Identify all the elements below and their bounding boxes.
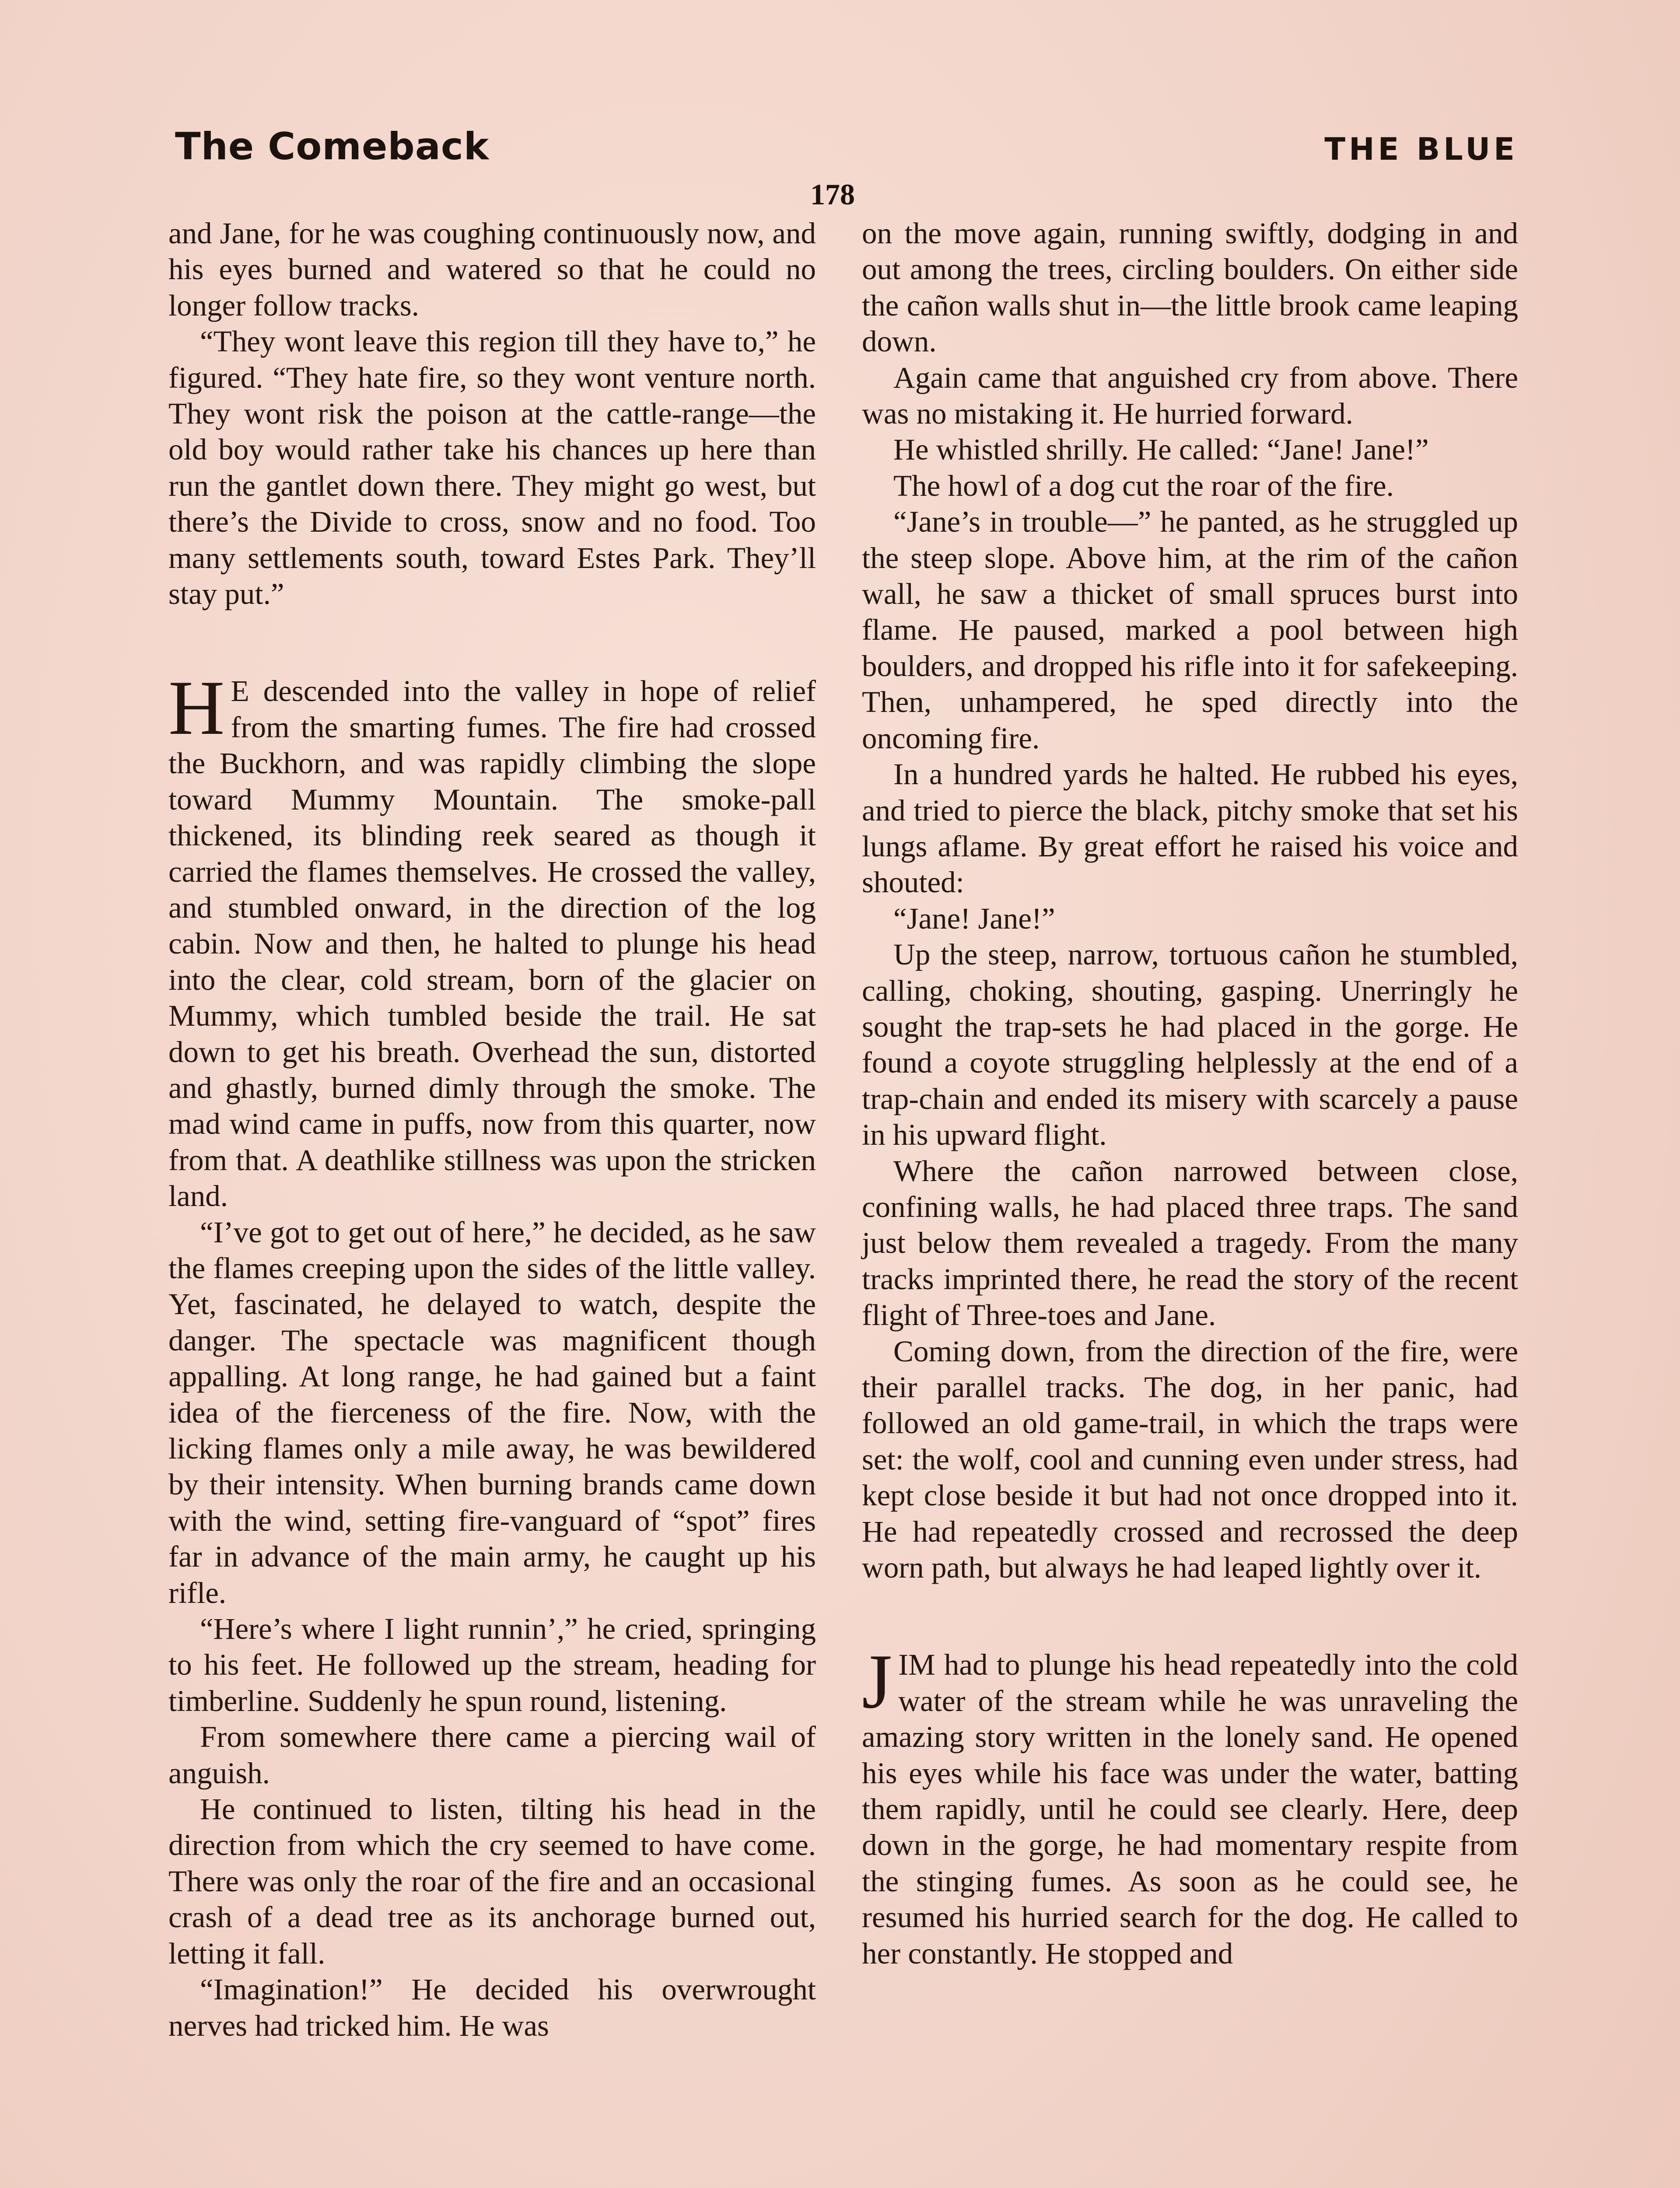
paragraph <box>168 664 816 1214</box>
paragraph <box>168 1791 816 1971</box>
paragraph <box>168 1214 816 1611</box>
paragraph <box>168 1971 816 2044</box>
paragraph-text: Up the steep, narrow, tortuous cañon he stumbled, calling, choking, shouting, gasping. Unerringly he sought the trap-sets he had placed in the gorge. He found a coyote struggling helplessly at the end of a trap-chain and ended its misery with scarcely a pause in his upward flight. <box>862 938 1518 1152</box>
paragraph-text: In a hundred yards he halted. He rubbed his eyes, and tried to pierce the black, pitchy smoke that set his lungs aflame. By great effort he raised his voice and shouted: <box>862 757 1518 899</box>
paragraph <box>862 756 1518 901</box>
paragraph <box>862 936 1518 1153</box>
paragraph <box>168 323 816 612</box>
paragraph <box>168 1611 816 1719</box>
paragraph <box>168 215 816 323</box>
paragraph <box>862 504 1518 756</box>
paragraph <box>862 215 1518 360</box>
paragraph-text: He continued to listen, tilting his head in the direction from which the cry seemed to have come. There was only the roar of the fire and an occasional crash of a dead tree as its anchorage burned out, letting it fall. <box>168 1792 816 1970</box>
paragraph <box>862 901 1518 936</box>
paragraph-text: “Jane! Jane!” <box>893 901 1055 935</box>
paragraph <box>862 1153 1518 1333</box>
paragraph-text: “Imagination!” He decided his overwrought nerves had tricked him. He was <box>168 1973 816 2042</box>
right-text-column <box>862 215 1518 1971</box>
paragraph <box>862 360 1518 432</box>
paragraph-text: Where the cañon narrowed between close, confining walls, he had placed three traps. The sand just below them revealed a tragedy. From the many tracks imprinted there, he read the story of the recent flight of Three-toes and Jane. <box>862 1154 1518 1332</box>
paragraph <box>168 1719 816 1791</box>
paragraph-text: From somewhere there came a piercing wail of anguish. <box>168 1720 816 1790</box>
paragraph-text: “Jane’s in trouble—” he panted, as he struggled up the steep slope. Above him, at the rim of the cañon wall, he saw a thicket of small spruces burst into flame. He paused, marked a pool between high boulders, and dropped his rifle into it for safekeeping. Then, unhampered, he sped directly into the oncoming fire. <box>862 505 1518 755</box>
paragraph-text: The howl of a dog cut the roar of the fire. <box>893 469 1394 502</box>
paragraph-text: on the move again, running swiftly, dodging in and out among the trees, circling boulders. On either side the cañon walls shut in—the little brook came leaping down. <box>862 217 1518 358</box>
drop-cap: J <box>862 1638 892 1725</box>
page-number: 178 <box>810 178 855 211</box>
paragraph <box>862 1638 1518 1971</box>
paragraph-text: IM had to plunge his head repeatedly into the cold water of the stream while he was unraveling the amazing story written in the lonely sand. He opened his eyes while his face was under the water, batting them rapidly, until he could see clearly. Here, deep down in the gorge, he had momentary respite from the stinging fumes. As soon as he could see, he resumed his hurried search for the dog. He called to her constantly. He stopped and <box>862 1648 1518 1970</box>
paragraph <box>862 1333 1518 1586</box>
paragraph-text: Again came that anguished cry from above. There was no mistaking it. He hurried forward. <box>862 361 1518 431</box>
paragraph-text: “Here’s where I light runnin’,” he cried, springing to his feet. He followed up the stream, heading for timberline. Suddenly he spun round, listening. <box>168 1612 816 1718</box>
running-head-magazine: THE BLUE <box>1324 131 1518 167</box>
paragraph-text: E descended into the valley in hope of relief from the smarting fumes. The fire had crossed the Buckhorn, and was rapidly climbing the slope toward Mummy Mountain. The smoke-pall thickened, its blinding reek seared as though it carried the flames themselves. He crossed the valley, and stumbled onward, in the direction of the log cabin. Now and then, he halted to plunge his head into the clear, cold stream, born of the glacier on Mummy, which tumbled beside the trail. He sat down to get his breath. Overhead the sun, distorted and ghastly, burned dimly through the smoke. The mad wind came in puffs, now from this quarter, now from that. A deathlike stillness was upon the stricken land. <box>168 674 816 1213</box>
paragraph-text: and Jane, for he was coughing continuously now, and his eyes burned and watered so that he could no longer follow tracks. <box>168 217 816 322</box>
paragraph <box>862 468 1518 504</box>
left-text-column <box>168 215 816 2044</box>
paragraph-text: Coming down, from the direction of the fire, were their parallel tracks. The dog, in her panic, had followed an old game-trail, in which the traps were set: the wolf, cool and cunning even under stress, had kept close beside it but had not once dropped into it. He had repeatedly crossed and recrossed the deep worn path, but always he had leaped lightly over it. <box>862 1334 1518 1585</box>
paragraph-text: He whistled shrilly. He called: “Jane! Jane!” <box>893 433 1429 466</box>
running-head-title: The Comeback <box>175 125 490 168</box>
paragraph <box>862 431 1518 467</box>
paragraph-text: “They wont leave this region till they have to,” he figured. “They hate fire, so they wont venture north. They wont risk the poison at the cattle-range—the old boy would rather take his chances up here than run the gantlet down there. They might go west, but there’s the Divide to cross, snow and no food. Too many settlements south, toward Estes Park. They’ll stay put.” <box>168 325 816 611</box>
drop-cap: H <box>168 664 225 751</box>
paragraph-text: “I’ve got to get out of here,” he decided, as he saw the flames creeping upon the sides of the little valley. Yet, fascinated, he delayed to watch, despite the danger. The spectacle was magnificent though appalling. At long range, he had gained but a faint idea of the fierceness of the fire. Now, with the licking flames only a mile away, he was bewildered by their intensity. When burning brands came down with the wind, setting fire-vanguard of “spot” fires far in advance of the main army, he caught up his rifle. <box>168 1215 816 1609</box>
